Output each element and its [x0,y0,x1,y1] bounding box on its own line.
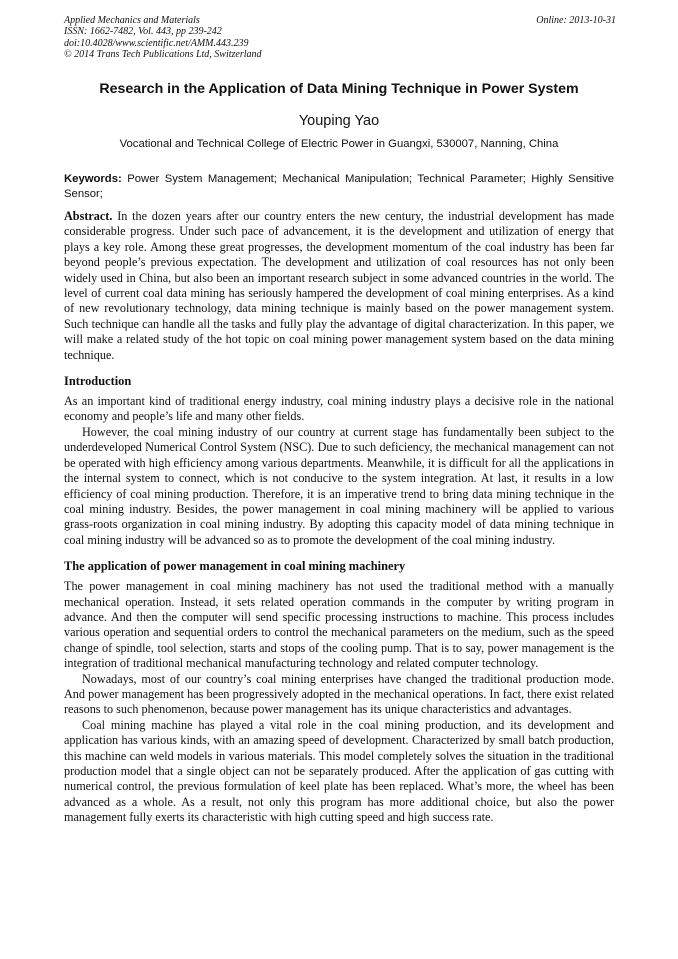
section-heading-introduction: Introduction [64,374,132,389]
journal-header [64,15,616,61]
journal-name: Applied Mechanics and Materials [64,15,200,26]
author-affiliation: Vocational and Technical College of Electric Power in Guangxi, 530007, Nanning, China [119,138,559,150]
paragraph: Nowadays, most of our country’s coal mining enterprises have changed the traditional production mode. And power management has been progressively adopted in the mechanical operations. In fact, there exist related reasons to such phenomenon, because power management has its unique characteristics and advantages. [64,671,614,717]
paragraph: However, the coal mining industry of our country at current stage has fundamentally been subject to the underdeveloped Numerical Control System (NSC). Due to such deficiency, the mechanical management can not be operated with high efficiency among various departments. Meanwhile, it is difficult for all the applications in the internal system to connect, which is not conducive to the system integration. At last, it results in a low efficiency of coal mining production. Therefore, it is an imperative trend to bring data mining technique in the coal mining industry. Besides, the power management in coal mining machinery will be applied to various grass-roots organization in coal mining industry. By adopting this capacity model of data mining technique in coal mining industry will be advanced so as to promote the development of the coal mining industry. [64,424,614,547]
abstract-text: In the dozen years after our country enters the new century, the industrial development has made considerable progress. Under such pace of advancement, it is the development and utilization of energy that plays a key role. Among these great progresses, the development momentum of the coal industry has been far beyond people’s previous expectation. The development and utilization of coal resources has not only been widely used in China, but also been an important research subject in some advanced countries in the world. The level of current coal data mining has seriously hampered the development of coal mining enterprises. As a kind of new revolutionary technology, data mining technique is mainly based on the power management system. Such technique can handle all the tasks and fully play the advantage of digital characterization. In this paper, we will make a related study of the hot topic on coal mining power management system based on the data mining technique. [64,209,615,362]
issn-line: ISSN: 1662-7482, Vol. 443, pp 239-242 [64,26,222,38]
paragraph: As an important kind of traditional energy industry, coal mining industry plays a decisive role in the national economy and people’s life and many other fields. [64,394,614,424]
abstract [64,209,614,363]
paper-body [64,209,614,826]
online-date: Online: 2013-10-31 [536,15,616,26]
paragraph: The power management in coal mining machinery has not used the traditional method with a manually mechanical operation. Instead, it sets related operation commands in the computer by writing program in advance. And then the computer will send specific processing instructions to machine. This process includes various operation and sequential orders to control the mechanical parameters on the medium, such as the speed change of spindle, tool selection, starts and stops of the cooling pump. That is to say, power management is the integration of traditional mechanical manufacturing technology and related computer technology. [64,579,614,671]
paragraph: Coal mining machine has played a vital role in the coal mining production, and its development and application has various kinds, with an amazing speed of development. Characterized by small batch production, this machine can weld models in various materials. This model completely solves the situation in the traditional production model that a single object can not be separately produced. After the application of gas cutting with numerical control, the previous formulation of keel plate has been replaced. What’s more, the wheel has been advanced as a whole. As a result, not only this program has more additional choice, but also the power management fully exerts its characteristic with high cutting speed and high success rate. [64,717,614,825]
keywords-text: Power System Management; Mechanical Manipulation; Technical Parameter; Highly Sensitive Sensor; [64,173,614,200]
copyright-line: © 2014 Trans Tech Publications Ltd, Switzerland [64,49,262,61]
author-name: Youping Yao [298,113,380,129]
abstract-label: Abstract. [64,209,113,223]
doi-line: doi:10.4028/www.scientific.net/AMM.443.239 [64,37,249,49]
keywords [64,172,614,202]
paper-title: Research in the Application of Data Mining Technique in Power System [99,81,579,97]
keywords-label: Keywords: [64,173,122,185]
section-heading-power-management: The application of power management in coal mining machinery [64,559,406,574]
